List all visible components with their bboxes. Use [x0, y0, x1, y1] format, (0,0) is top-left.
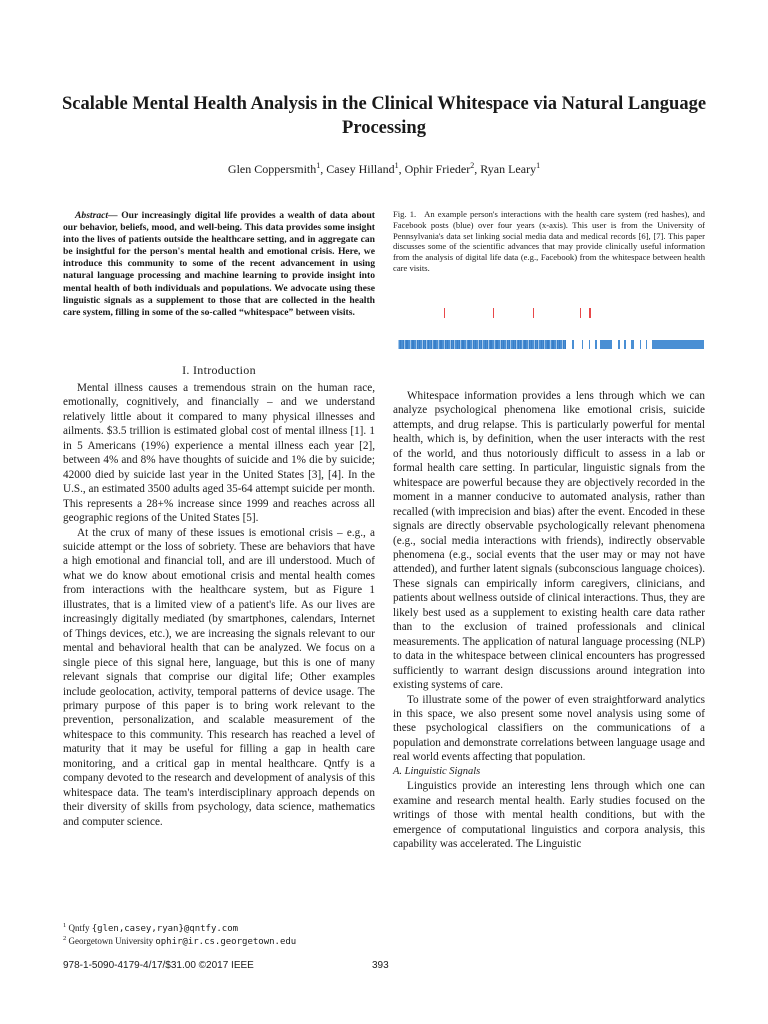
facebook-post-mark — [428, 340, 429, 349]
facebook-post-mark — [582, 340, 583, 349]
facebook-post-mark — [466, 340, 467, 349]
facebook-post-mark — [553, 340, 554, 349]
footnote — [63, 935, 375, 948]
health-care-visit-mark — [533, 308, 534, 318]
facebook-post-mark — [419, 340, 420, 349]
facebook-post-mark — [618, 340, 619, 349]
facebook-post-mark — [410, 340, 411, 349]
author-affiliation: 1 — [316, 161, 321, 170]
abstract-lead: Abstract— — [75, 210, 118, 221]
facebook-post-mark — [460, 340, 461, 349]
facebook-post-mark — [469, 340, 470, 349]
facebook-post-mark — [423, 340, 424, 349]
paragraph: Whitespace information provides a lens through which we can analyze psychological phenomena like emotional crisis, suicide attempts, and drug relapse. This is particularly powerful for mental health, which is, by definition, when the user interacts with the rest of the world, and thus notoriously difficult to assess in a lab or formal health care setting. In particular, linguistic signals from the whitespace are powerful because they are objectively recorded in the moment in a manner conducive to automated analysis, rather than recalled (with imprecision and bias) after the event. Encoded in these signals are directly observable psychologically relevant phenomena (e.g., social media interactions with friends), indirectly observable phenomena (e.g., social events that the user may or may not have attended), and further latent signals (subconscious language choices). These signals can empirically inform caregivers, clinicians, and patients about wellness outside of clinical interactions. Thus, they are likely best used as a supplement to existing health care data rather than to the exclusion of trained professionals and clinical measurements. The application of natural language processing (NLP) to data in the whitespace between clinical encounters has progressed sufficiently to warrant design discussions around integration into existing systems of care. — [393, 390, 705, 692]
facebook-post-mark — [535, 340, 536, 349]
facebook-post-mark — [417, 340, 418, 349]
facebook-post-mark — [522, 340, 523, 349]
facebook-post-mark — [454, 340, 455, 349]
facebook-post-mark — [413, 340, 414, 349]
facebook-post-mark — [538, 340, 539, 349]
facebook-post-mark — [435, 340, 436, 349]
facebook-post-mark — [441, 340, 442, 349]
facebook-post-mark — [494, 340, 495, 349]
facebook-post-mark — [563, 340, 564, 349]
facebook-post-mark — [550, 340, 551, 349]
paragraph: Mental illness causes a tremendous strain on the human race, emotionally, cognitively, and financially – and we understand relatively little about it compared to many physical illnesses and ailments. $3.5 trillion is estimated global cost of mental illness [1]. 1 in 5 Americans (19%) experience a mental illness each year [2], between 4% and 8% have thoughts of suicide and 1% die by suicide; 42000 died by suicide last year in the United States [3], [4]. In the U.S., an estimated 3500 adults aged 35-64 attempt suicide per month. This represents a 28+% increase since 1999 and reaches across all geographic regions of the United States [5]. — [63, 382, 375, 525]
paragraph: At the crux of many of these issues is emotional crisis – e.g., a suicide attempt or the loss of sobriety. These are behaviors that have a high emotional and financial toll, and are ill understood. Much of what we do know about emotional crisis and mental health comes from interactions with the healthcare system, but as Figure 1 illustrates, that is a limited view of a patient's life. As our lives are increasingly digitally mediated (by smartphones, calendars, Internet of Things devices, etc.), we are increasing the signals relevant to our mental and behavioral health that can be analyzed. We focus on a single piece of this signal here, language, but this is one of many relevant signals that comprise our digital life; Other examples include geolocation, activity, temporal patterns of device usage. The primary purpose of this paper is to bring work relevant to the prevention, personalization, and scalable measurement of the whitespace to this community. This research has reached a level of maturity that it may be useful for filling a gap in health care monitoring, and a critical gap in mental healthcare. Qntfy is a company devoted to the research and development of analysis of this whitespace data. The team's interdisciplinary approach depends on their diversity of skills from psychology, data science, mathematics and computer science. — [63, 526, 375, 828]
facebook-post-mark — [640, 340, 641, 349]
author-affiliation: 1 — [536, 161, 541, 170]
facebook-post-mark — [404, 340, 405, 349]
health-care-visit-mark — [589, 308, 590, 318]
facebook-post-mark — [485, 340, 486, 349]
facebook-post-mark — [400, 340, 401, 349]
facebook-post-mark — [516, 340, 517, 349]
abstract-text: Our increasingly digital life provides a wealth of data about our behavior, beliefs, mood, and well-being. This data provides some insight into the lives of patients outside the healthcare setting, and in aggregate can be insightful for the person's mental health and emotional crisis. Here, we introduce this community to some of the recent advancement in using natural language processing and machine learning to provide insight into mental health of both individuals and populations. We advocate using these linguistic signals as a supplement to those that are collected in the health care system, filling in some of the so-called “whitespace” between visits. — [63, 210, 375, 318]
health-care-visit-mark — [444, 308, 445, 318]
facebook-post-mark — [407, 340, 408, 349]
facebook-post-mark — [447, 340, 448, 349]
facebook-post-mark — [557, 340, 558, 349]
facebook-post-mark — [646, 340, 647, 349]
facebook-post-mark — [497, 340, 498, 349]
figure-label: Fig. 1. — [393, 209, 417, 219]
facebook-post-mark — [513, 340, 514, 349]
facebook-post-mark — [572, 340, 573, 349]
author-affiliation: 1 — [394, 161, 399, 170]
facebook-post-mark — [473, 340, 474, 349]
footnote-email: {glen,casey,ryan}@qntfy.com — [91, 924, 239, 934]
author-name: Ryan Leary — [480, 162, 537, 176]
facebook-post-mark — [426, 340, 427, 349]
facebook-post-mark — [589, 340, 590, 349]
introduction-text — [63, 381, 375, 829]
paper-title: Scalable Mental Health Analysis in the Clinical Whitespace via Natural Language Processing — [61, 94, 707, 138]
section-heading-introduction: I. Introduction — [182, 363, 256, 377]
right-column-text — [393, 389, 705, 852]
facebook-post-mark — [457, 340, 458, 349]
health-care-visit-mark — [580, 308, 581, 318]
subsection-heading: A. Linguistic Signals — [393, 765, 481, 777]
figure-caption — [393, 209, 705, 274]
author-name: Ophir Frieder — [404, 162, 471, 176]
footnote-number: 2 — [63, 935, 67, 942]
footnotes — [63, 922, 375, 948]
facebook-post-mark — [491, 340, 492, 349]
footnote — [63, 922, 375, 935]
health-care-visit-mark — [493, 308, 494, 318]
facebook-post-mark — [451, 340, 452, 349]
author-name: Casey Hilland — [326, 162, 395, 176]
abstract — [63, 210, 375, 319]
facebook-post-mark — [595, 340, 596, 349]
facebook-post-mark — [624, 340, 625, 349]
facebook-post-mark — [501, 340, 502, 349]
author-affiliation: 2 — [470, 161, 475, 170]
facebook-post-mark — [488, 340, 489, 349]
author-list: Glen Coppersmith$^1$, Casey Hilland$^1$, Ophir Frieder$^2$, Ryan Leary$^1$ — [227, 161, 541, 176]
facebook-post-mark — [529, 340, 530, 349]
facebook-post-mark — [507, 340, 508, 349]
facebook-post-mark — [482, 340, 483, 349]
author-name: Glen Coppersmith — [227, 162, 317, 176]
figure-caption-text: An example person's interactions with the health care system (red hashes), and Facebook posts (blue) over four years (x-axis). This user is from the University of Pennsylvania's data set linking social media data and medical records [6], [7]. This paper discusses some of the scientific advances that may provide clinically useful information from the analysis of digital life data (e.g., Facebook) from the whitespace between health care visits. — [393, 209, 705, 273]
facebook-post-mark — [479, 340, 480, 349]
facebook-post-mark — [432, 340, 433, 349]
facebook-post-mark — [541, 340, 542, 349]
figure-timeline — [398, 306, 704, 352]
facebook-post-mark — [475, 340, 476, 349]
facebook-post-mark — [548, 340, 549, 349]
facebook-post-mark — [544, 340, 545, 349]
facebook-post-mark — [525, 340, 526, 349]
footnote-org: Georgetown University — [68, 936, 154, 946]
facebook-post-mark — [503, 340, 504, 349]
footnote-number: 1 — [63, 922, 67, 929]
facebook-post-mark — [565, 340, 566, 349]
facebook-post-mark — [463, 340, 464, 349]
posting-gap — [612, 340, 630, 349]
facebook-post-mark — [438, 340, 439, 349]
page-number: 393 — [372, 960, 389, 971]
paragraph: To illustrate some of the power of even straightforward analytics in this space, we also present some novel analysis using some of these psychological classifiers on the communications of a population and demonstrate correlations between language usage and real world events affecting that population. — [393, 693, 705, 764]
paragraph: Linguistics provide an interesting lens through which one can examine and research mental health. Early studies focused on the writings of those with mental health conditions, but with the emergence of computational linguistics and corpora analysis, this capability was accelerated. The Linguistic — [393, 780, 705, 851]
facebook-post-mark — [445, 340, 446, 349]
facebook-post-mark — [520, 340, 521, 349]
facebook-post-mark — [510, 340, 511, 349]
posting-gap — [634, 340, 652, 349]
facebook-post-mark — [398, 340, 399, 349]
facebook-post-mark — [531, 340, 532, 349]
footer-isbn: 978-1-5090-4179-4/17/$31.00 ©2017 IEEE — [63, 960, 254, 971]
footnote-email: ophir@ir.cs.georgetown.edu — [155, 937, 297, 947]
footnote-org: Qntfy — [68, 923, 90, 933]
facebook-post-mark — [559, 340, 560, 349]
